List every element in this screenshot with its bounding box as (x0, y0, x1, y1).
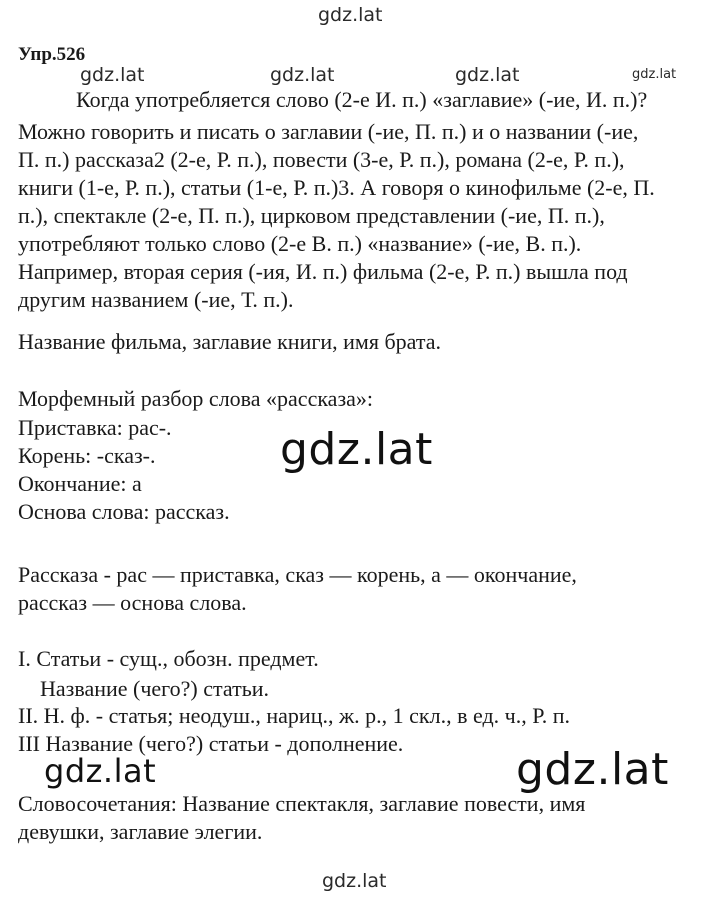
watermark-small-1: gdz.lat (80, 64, 145, 86)
watermark-cut: gdz.lat (44, 752, 157, 790)
summary-line-2: рассказ — основа слова. (18, 590, 247, 615)
paragraph-line-7: Например, вторая серия (-ия, И. п.) фильма (2-е, Р. п.) вышла под (18, 259, 628, 284)
exercise-title: Упр.526 (18, 44, 86, 65)
morpheme-heading: Морфемный разбор слова «рассказа»: (18, 386, 374, 411)
analysis-line-4: III Название (чего?) статьи - дополнение. (18, 731, 404, 756)
watermark-large-center: gdz.lat (280, 424, 433, 475)
watermark-top: gdz.lat (318, 4, 383, 26)
phrases-line: Название фильма, заглавие книги, имя брата. (18, 329, 442, 354)
analysis-line-1: I. Статьи - сущ., обозн. предмет. (18, 646, 319, 671)
watermark-small-3: gdz.lat (455, 64, 520, 86)
summary-line-1: Рассказа - рас — приставка, сказ — корень, а — окончание, (18, 562, 577, 587)
watermark-small-2: gdz.lat (270, 64, 335, 86)
morpheme-ending: Окончание: а (18, 471, 142, 496)
morpheme-prefix: Приставка: рас-. (18, 415, 172, 440)
analysis-line-3: II. Н. ф. - статья; неодуш., нариц., ж. р., 1 скл., в ед. ч., Р. п. (18, 703, 570, 728)
watermark-small-4: gdz.lat (632, 67, 677, 82)
paragraph-line-6: употребляют только слово (2-е В. п.) «название» (-ие, В. п.). (18, 231, 582, 256)
morpheme-root: Корень: -сказ-. (18, 443, 156, 468)
collocations-line-2: девушки, заглавие элегии. (18, 819, 263, 844)
watermark-large-right: gdz.lat (516, 744, 669, 795)
collocations-line-1: Словосочетания: Название спектакля, заглавие повести, имя (18, 791, 586, 816)
paragraph-line-3: П. п.) рассказа2 (2-е, Р. п.), повести (3-е, Р. п.), романа (2-е, Р. п.), (18, 147, 625, 172)
paragraph-line-2: Можно говорить и писать о заглавии (-ие, П. п.) и о названии (-ие, (18, 119, 639, 144)
morpheme-stem: Основа слова: рассказ. (18, 499, 230, 524)
watermark-bottom: gdz.lat (322, 870, 387, 892)
paragraph-line-4: книги (1-е, Р. п.), статьи (1-е, Р. п.)3. А говоря о кинофильме (2-е, П. (18, 175, 655, 200)
paragraph-line-8: другим названием (-ие, Т. п.). (18, 287, 294, 312)
analysis-line-2: Название (чего?) статьи. (40, 676, 270, 701)
paragraph-line-5: п.), спектакле (2-е, П. п.), цирковом представлении (-ие, П. п.), (18, 203, 605, 228)
paragraph-line-1: Когда употребляется слово (2-е И. п.) «заглавие» (-ие, И. п.)? (76, 87, 648, 112)
